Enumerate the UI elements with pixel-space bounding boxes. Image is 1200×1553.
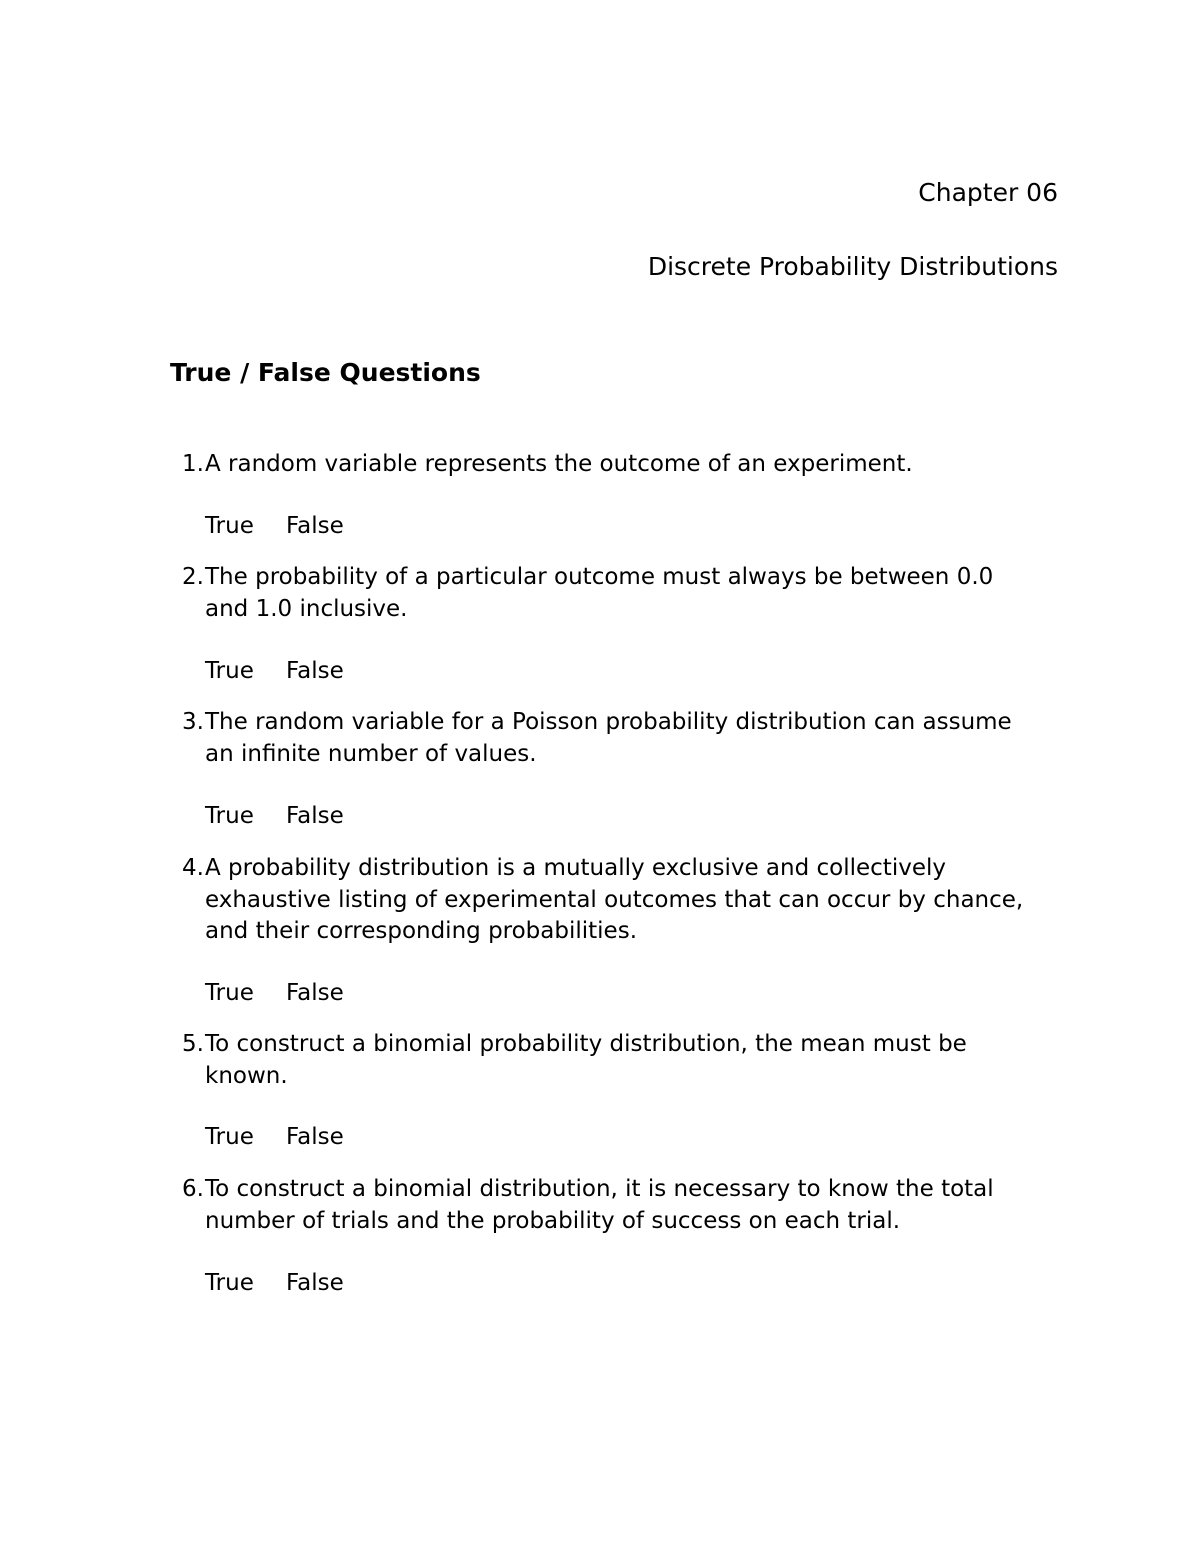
question-text: The random variable for a Poisson probability distribution can assume an infinite number of values.: [205, 709, 1012, 767]
question-number: 2.: [182, 564, 204, 590]
false-option: False: [286, 1124, 344, 1150]
false-option: False: [286, 513, 344, 539]
question-text: To construct a binomial distribution, it is necessary to know the total number of trials and the probability of success on each trial.: [205, 1176, 994, 1234]
true-option: True: [205, 1270, 254, 1296]
true-option: True: [205, 658, 254, 684]
true-false-options: [205, 511, 344, 542]
question-number: 5.: [182, 1031, 204, 1057]
chapter-number: Chapter 06: [918, 178, 1058, 207]
question-number: 1.: [182, 451, 204, 477]
false-option: False: [286, 1270, 344, 1296]
question-text: To construct a binomial probability distribution, the mean must be known.: [205, 1031, 967, 1089]
question-number: 6.: [182, 1176, 204, 1202]
true-false-options: [205, 656, 344, 687]
true-option: True: [205, 1124, 254, 1150]
chapter-title: Discrete Probability Distributions: [647, 252, 1058, 281]
question-number: 3.: [182, 709, 204, 735]
section-heading: True / False Questions: [170, 358, 481, 387]
false-option: False: [286, 980, 344, 1006]
true-option: True: [205, 980, 254, 1006]
question-text: A random variable represents the outcome of an experiment.: [205, 451, 913, 477]
question-text: A probability distribution is a mutually exclusive and collectively exhaustive listing of experimental outcomes that can occur by chance, and their corresponding probabilities.: [205, 855, 1024, 944]
question-number: 4.: [182, 855, 204, 881]
true-option: True: [205, 513, 254, 539]
question-text: The probability of a particular outcome must always be between 0.0 and 1.0 inclusive.: [205, 564, 994, 622]
true-false-options: [205, 1268, 344, 1299]
false-option: False: [286, 658, 344, 684]
true-false-options: [205, 1122, 344, 1153]
true-option: True: [205, 803, 254, 829]
true-false-options: [205, 801, 344, 832]
true-false-options: [205, 978, 344, 1009]
false-option: False: [286, 803, 344, 829]
